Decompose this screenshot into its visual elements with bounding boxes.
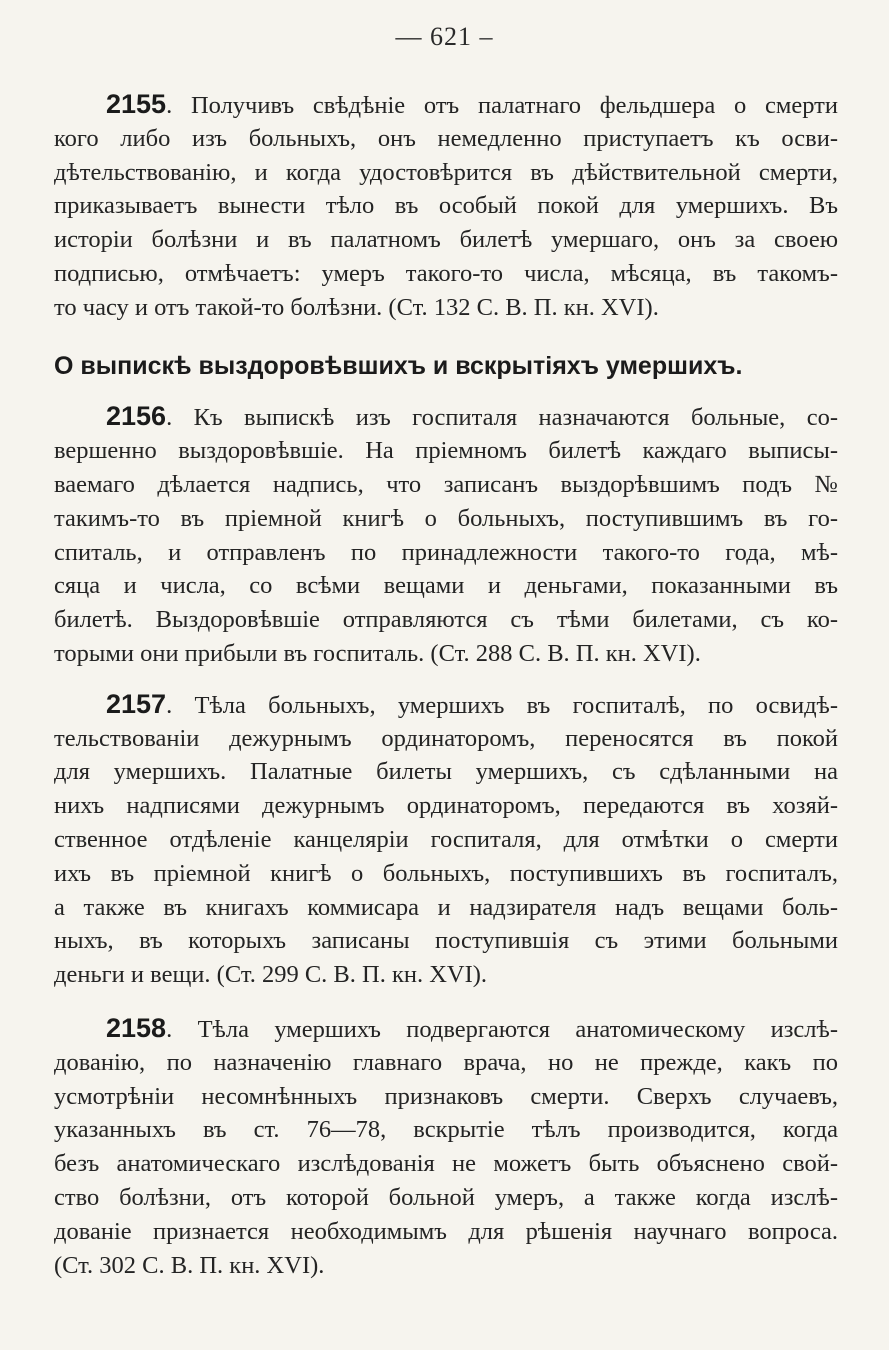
paragraph-text: . Получивъ свѣдѣнiе отъ палатнаго фельдшера о смерти [166,92,838,119]
paragraph-line: подписью, отмѣчаетъ: умеръ такого-то числа, мѣсяца, въ такомъ- [54,259,838,287]
paragraph-line: безъ анатомическаго изслѣдованiя не можетъ быть объяснено свой- [54,1150,838,1178]
paragraph-line: сяца и числа, со всѣми вещами и деньгами, показанными въ [54,572,838,600]
page-number: — 621 – [395,22,494,51]
paragraph-line: тельствованiи дежурнымъ ординаторомъ, переносятся въ покой [54,724,838,752]
paragraph-first-line [54,400,838,434]
paragraph-line: деньги и вещи. (Ст. 299 С. В. П. кн. XVI). [54,961,488,989]
paragraph-text: . Тѣла больныхъ, умершихъ въ госпиталѣ, по освидѣ- [166,691,838,719]
article-2155 [54,88,838,325]
paragraph-line: кого либо изъ больныхъ, онъ немедленно приступаетъ къ осви- [54,124,838,152]
paragraph-line: ныхъ, въ которыхъ записаны поступившiя съ этими больными [54,927,838,955]
paragraph-text: . Къ выпискѣ изъ госпиталя назначаются больные, со- [166,404,838,432]
paragraph-line: а также въ книгахъ коммисара и надзирателя надъ вещами боль- [54,893,838,921]
paragraph-line: ихъ въ прiемной книгѣ о больныхъ, поступившихъ въ госпиталъ, [54,859,838,887]
paragraph-line: исторiи болѣзни и въ палатномъ билетѣ умершаго, онъ за своею [54,226,838,254]
paragraph-first-line [54,1012,838,1046]
article-number: 2156 [106,401,167,432]
paragraph-line: приказываетъ вынести тѣло въ особый покой для умершихъ. Въ [54,192,838,220]
paragraph-line: для умершихъ. Палатные билеты умершихъ, съ сдѣланными на [54,758,838,786]
paragraph-line: дѣтельствованiю, и когда удостовѣрится въ дѣйствительной смерти, [54,158,838,186]
paragraph-line: торыми они прибыли въ госпиталь. (Ст. 288 С. В. П. кн. XVI). [54,639,701,667]
paragraph-line: (Ст. 302 С. В. П. кн. XVI). [54,1251,325,1279]
article-2158 [54,1012,838,1282]
article-number: 2158 [106,1012,167,1043]
paragraph-line: ваемаго дѣлается надпись, что записанъ выздорѣвшимъ подъ № [54,470,838,498]
paragraph-line: дованiю, по назначенiю главнаго врача, но не прежде, какъ по [54,1048,838,1076]
article-number: 2157 [106,688,167,719]
paragraph-line: указанныхъ въ ст. 76—78, вскрытiе тѣлъ производится, когда [54,1116,838,1144]
paragraph-line: нихъ надписями дежурнымъ ординаторомъ, передаются въ хозяй- [54,792,838,820]
paragraph-text: . Тѣла умершихъ подвергаются анатомическому изслѣ- [166,1015,838,1043]
paragraph-line: вершенно выздоровѣвшiе. На прiемномъ билетѣ каждаго выписы- [54,437,838,465]
section-heading: О выпискѣ выздоровѣвшихъ и вскрытiяхъ умершихъ. [54,351,743,380]
page-body [54,88,838,1282]
article-2157 [54,688,838,992]
paragraph-line: ство болѣзни, отъ которой больной умеръ, а также когда изслѣ- [54,1183,838,1211]
article-number: 2155 [106,89,167,119]
paragraph-line: то часу и отъ такой-то болѣзни. (Ст. 132 С. В. П. кн. XVI). [54,293,659,321]
paragraph-line: ственное отдѣленiе канцелярiи госпиталя, для отмѣтки о смерти [54,825,838,853]
article-2156 [54,400,838,670]
paragraph-line: спиталь, и отправленъ по принадлежности такого-то года, мѣ- [54,538,838,566]
paragraph-line: билетѣ. Выздоровѣвшiе отправляются съ тѣми билетами, съ ко- [54,606,838,634]
paragraph-line: такимъ-то въ прiемной книгѣ о больныхъ, поступившимъ въ го- [54,504,838,532]
paragraph-first-line [54,688,838,722]
paragraph-line: усмотрѣнiи несомнѣнныхъ признаковъ смерти. Сверхъ случаевъ, [54,1082,838,1110]
paragraph-line: дованiе признается необходимымъ для рѣшенiя научнаго вопроса. [54,1217,838,1245]
paragraph-first-line [54,88,838,122]
